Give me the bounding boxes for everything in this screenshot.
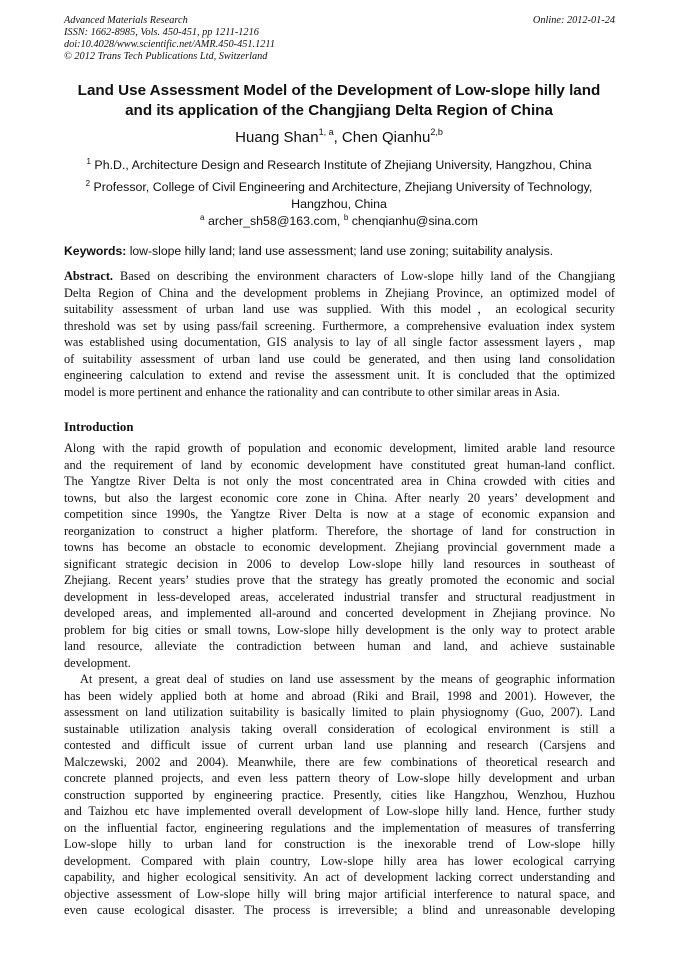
paragraph-line: problem for big cities or small towns, Low-slope hilly development is the only way to protect arable [64, 622, 615, 637]
abstract-line: Abstract. Based on describing the environment characters of Low-slope hilly land of the Changjiang [64, 269, 615, 283]
abstract-line: was established using documentation, GIS analysis to lay of all single factor assessment layers，map [64, 335, 615, 349]
paragraph-line: development. [64, 655, 131, 670]
email-a: archer_sh58@163.com, [204, 214, 344, 228]
author-list [60, 129, 618, 147]
title-line-1: Land Use Assessment Model of the Development of Low-slope hilly land [77, 82, 601, 99]
email-b: chenqianhu@sina.com [348, 214, 478, 228]
paragraph-line: concrete planned projects, and even less pattern theory of Low-slope hilly development and urban [64, 771, 615, 785]
affiliation-1 [60, 157, 618, 174]
paragraph-line: Zhejiang. Recent years’ studies prove that the strategy has greatly promoted the economic and social [64, 573, 615, 587]
keywords [64, 243, 615, 259]
abstract-line: Delta Region of China and the development problems in Zhejiang Province, an optimized model of [64, 285, 615, 300]
paragraph-line: Low-slope hilly to urban land for construction is the inexorable trend of Low-slope hilly [64, 837, 615, 851]
paragraph-line: At present, a great deal of studies on land use assessment by the means of geographic information [80, 672, 615, 686]
paragraph-line: development. Compared with plain country, Low-slope hilly area has lower ecological carrying [64, 853, 615, 868]
paper-title [60, 81, 618, 121]
section-heading-introduction: Introduction [64, 420, 134, 434]
keywords-text: low-slope hilly land; land use assessment; land use zoning; suitability analysis. [126, 244, 554, 258]
email-a-marker: a [200, 213, 205, 222]
author-emails [60, 213, 618, 230]
paragraph-line: developed areas, and implemented all-around and concerted development in Zhejiang province. No [64, 606, 615, 620]
paragraph-line: development in less-developed areas, accelerated industrial transfer and structural readjustment in [64, 589, 615, 604]
paragraph-line: significant strategic decision in 2006 to develop Low-slope hilly land resources in southeast of [64, 556, 615, 571]
affiliation-2 [60, 179, 618, 213]
abstract-line: engineering calculation to extend and revise the assessment unit. It is concluded that the optimized [64, 368, 615, 382]
paragraph-line: assessment on land utilization suitability is basically limited to plain physiognomy (Guo, 2007). Land [64, 705, 615, 719]
author-1-affiliation-marker: 1, a [318, 127, 334, 137]
affiliation-1-text: Ph.D., Architecture Design and Research Institute of Zhejiang University, Hangzhou, China [90, 158, 592, 172]
paragraph-line: towns has become an obstacle to economic development. Zhejiang provincial government made a [64, 540, 615, 554]
paragraph-line: even cause ecological disaster. The process is irreversible; a blind and unreasonable developing [64, 903, 615, 917]
affiliation-2-marker: 2 [85, 179, 91, 188]
paragraph-line: Malczewski, 2002 and 2004). Meanwhile, there are few combinations of theoretical research and [64, 754, 615, 769]
abstract-line: of suitability assessment of urban land use could be generated, and then using land consolidation [64, 351, 615, 366]
copyright-line: © 2012 Trans Tech Publications Ltd, Switzerland [64, 51, 268, 62]
paragraph-line: has been widely applied both at home and abroad (Riki and Brail, 1998 and 2001). However, the [64, 688, 615, 703]
paragraph-line: towns, but also the largest economic core zone in China. After nearly 20 years’ development and [64, 490, 615, 505]
doi-line: doi:10.4028/www.scientific.net/AMR.450-451.1211 [64, 39, 275, 50]
paragraph-line: reorganization to construct a higher platform. Therefore, the shortage of land for construction in [64, 523, 615, 538]
paragraph-line: capability, and higher ecological sensitivity. An act of development lacking correct understanding and [64, 870, 615, 884]
abstract-line: model is more pertinent and enhance the rationality and can contribute to other similar areas in Asia. [64, 384, 560, 399]
paragraph-line: Along with the rapid growth of population and economic development, limited arable land resource [64, 441, 615, 455]
online-date: Online: 2012-01-24 [532, 15, 615, 26]
email-b-marker: b [343, 213, 349, 222]
paragraph-line: competition since 1990s, the Yangtze River Delta is now at a stage of economic expansion and [64, 507, 615, 521]
introduction-body [64, 440, 615, 919]
paragraph-line: and Taizhou etc have implemented overall development of Low-slope hilly land. Hence, further study [64, 804, 615, 818]
paragraph-line: The Yangtze River Delta is not only the most concentrated area in China crowded with cities and [64, 474, 615, 488]
paragraph-line: sustainable utilization analysis taking overall consideration of ecological environment is still a [64, 721, 615, 736]
journal-name: Advanced Materials Research [64, 15, 188, 26]
paragraph-line: on the influential factor, engineering regulations and the implementation of measures of transferring [64, 820, 615, 835]
author-name-1: Huang Shan [235, 129, 319, 146]
paragraph-line: contested and difficult issue of current urban land use planning and research (Carsjens and [64, 738, 615, 752]
affiliation-1-marker: 1 [86, 157, 91, 166]
abstract [64, 268, 615, 400]
paragraph-line: land resource, alleviate the contradiction between human and land, and achieve sustainable [64, 639, 615, 653]
paragraph-line: objective assessment of Low-slope hilly will bring major artificial interference to natural space, and [64, 886, 615, 901]
abstract-line: suitability assessment of urban land use was supplied. With this model，an ecological security [64, 302, 615, 316]
title-line-2: and its application of the Changjiang Delta Region of China [125, 102, 553, 119]
journal-header [64, 15, 615, 63]
abstract-line: threshold was set by using pass/fail screening. Furthermore, a comprehensive evaluation index system [64, 318, 615, 333]
issn-line: ISSN: 1662-8985, Vols. 450-451, pp 1211-1216 [64, 27, 259, 38]
abstract-label: Abstract. [64, 269, 114, 283]
affiliation-2-text-line-1: Professor, College of Civil Engineering and Architecture, Zhejiang University of Technology, [90, 180, 593, 194]
affiliation-2-text-line-2: Hangzhou, China [291, 197, 387, 211]
paragraph-line: construction supported by engineering practice. Presently, cities like Hangzhou, Wenzhou, Huzhou [64, 787, 615, 802]
author-2-affiliation-marker: 2,b [430, 127, 443, 137]
author-separator: , [333, 129, 342, 146]
author-name-2: Chen Qianhu [341, 129, 431, 146]
keywords-label: Keywords: [64, 244, 127, 258]
paragraph-line: and the requirement of land by economic development have constituted great human-land conflict. [64, 457, 615, 472]
